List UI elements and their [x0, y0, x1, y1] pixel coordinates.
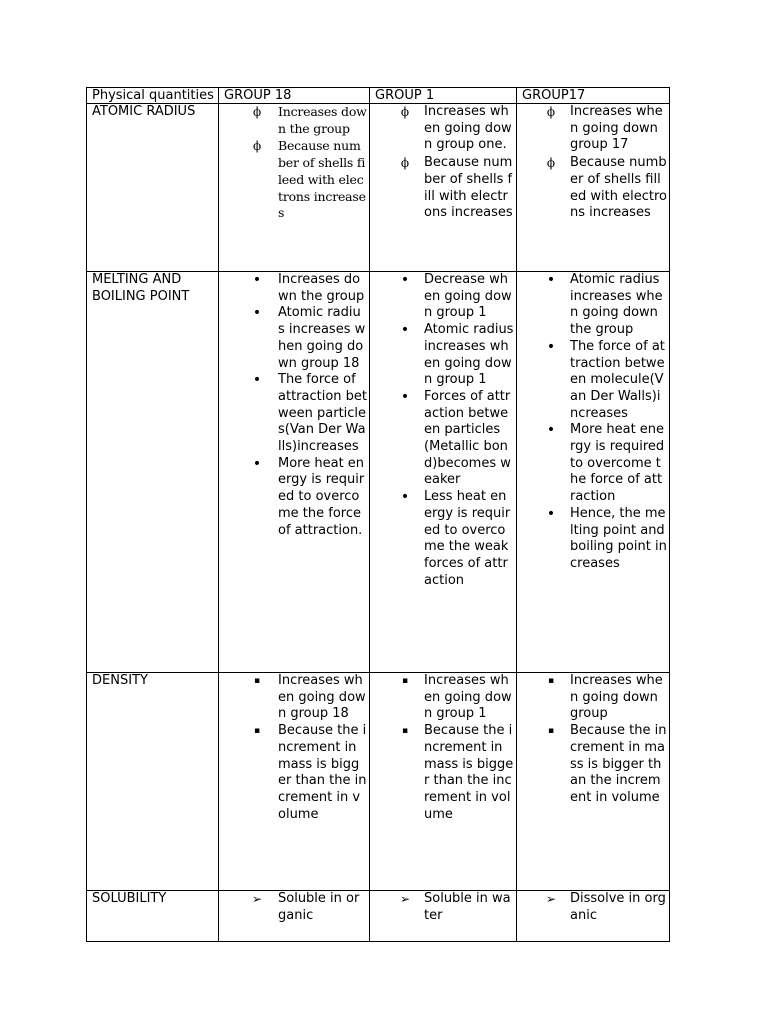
list-item: • More heat energy is required to overcome the force of attraction	[522, 422, 667, 506]
row-label: DENSITY	[87, 673, 219, 891]
bullet-list	[375, 272, 514, 589]
phi-bullet-icon: ϕ	[400, 105, 410, 119]
list-item: ▪ Because the increment in mass is bigger than the increment in volume	[375, 723, 514, 823]
phi-bullet-icon: ϕ	[253, 105, 261, 119]
cell-group-18	[219, 272, 370, 673]
list-item: ▪ Increases when going down group 1	[375, 673, 514, 723]
cell-group-1	[370, 104, 517, 272]
square-bullet-icon: ▪	[253, 726, 261, 737]
dot-bullet-icon: •	[546, 505, 556, 522]
bullet-list	[375, 891, 514, 924]
dot-bullet-icon: •	[252, 272, 262, 288]
list-item: ➢ Dissolve in organic	[522, 891, 667, 924]
cell-group-1	[370, 673, 517, 891]
row-label: MELTING AND BOILING POINT	[87, 272, 219, 673]
list-item: • Hence, the melting point and boiling point increases	[522, 506, 667, 573]
bullet-list	[522, 272, 667, 573]
list-item: • Less heat energy is required to overcome the weak forces of attraction	[375, 489, 514, 589]
list-item: • More heat energy is required to overcome the force of attraction.	[224, 456, 367, 540]
arrow-bullet-icon: ➢	[545, 892, 557, 906]
cell-group-18	[219, 673, 370, 891]
phi-bullet-icon: ϕ	[546, 105, 556, 119]
list-item: • Decrease when going down group 1	[375, 272, 514, 322]
list-item: ϕ Because number of shells fileed with electrons increases	[224, 138, 367, 222]
list-item: • Forces of attraction between particles (Metallic bond)becomes weaker	[375, 389, 514, 489]
dot-bullet-icon: •	[400, 388, 410, 405]
header-group-17: GROUP17	[517, 88, 670, 104]
list-item: ϕ Because number of shells filled with electrons increases	[522, 155, 667, 222]
row-label: ATOMIC RADIUS	[87, 104, 219, 272]
phi-bullet-icon: ϕ	[400, 156, 410, 171]
bullet-list	[522, 673, 667, 807]
list-item: ϕ Because number of shells fill with electrons increases	[375, 155, 514, 222]
phi-bullet-icon: ϕ	[253, 139, 261, 154]
dot-bullet-icon: •	[546, 422, 556, 439]
dot-bullet-icon: •	[252, 372, 262, 389]
row-melting-boiling-point	[87, 272, 670, 673]
cell-group-17	[517, 272, 670, 673]
bullet-list	[522, 891, 667, 924]
cell-group-1	[370, 891, 517, 942]
square-bullet-icon: ▪	[401, 726, 409, 737]
cell-group-18	[219, 891, 370, 942]
list-item: • Atomic radius increases when going down the group	[522, 272, 667, 339]
list-item: ➢ Soluble in organic	[224, 891, 367, 924]
row-atomic-radius	[87, 104, 670, 272]
dot-bullet-icon: •	[400, 489, 410, 506]
comparison-table	[86, 87, 670, 942]
list-item: ▪ Increases when going down group 18	[224, 673, 367, 723]
square-bullet-icon: ▪	[547, 676, 555, 686]
list-item: • Atomic radius increases when going down group 1	[375, 322, 514, 389]
header-row	[87, 88, 670, 104]
bullet-list	[224, 673, 367, 823]
row-label: SOLUBILITY	[87, 891, 219, 942]
dot-bullet-icon: •	[546, 338, 556, 355]
header-group-18: GROUP 18	[219, 88, 370, 104]
arrow-bullet-icon: ➢	[251, 892, 263, 906]
bullet-list	[522, 104, 667, 222]
row-density	[87, 673, 670, 891]
bullet-list	[224, 104, 367, 222]
dot-bullet-icon: •	[252, 305, 262, 322]
list-item: ▪ Increases when going down group	[522, 673, 667, 723]
list-item: • Atomic radius increases when going down group 18	[224, 305, 367, 372]
list-item: ϕ Increases when going down group 17	[522, 104, 667, 154]
list-item: • Increases down the group	[224, 272, 367, 305]
list-item: ▪ Because the increment in mass is bigger than the increment in volume	[224, 723, 367, 823]
bullet-list	[375, 673, 514, 823]
phi-bullet-icon: ϕ	[546, 156, 556, 171]
list-item: ϕ Increases down the group	[224, 104, 367, 137]
arrow-bullet-icon: ➢	[399, 892, 411, 906]
dot-bullet-icon: •	[400, 322, 410, 339]
bullet-list	[375, 104, 514, 222]
cell-group-1	[370, 272, 517, 673]
cell-group-18	[219, 104, 370, 272]
square-bullet-icon: ▪	[547, 726, 555, 737]
list-item: ➢ Soluble in water	[375, 891, 514, 924]
dot-bullet-icon: •	[400, 272, 410, 288]
list-item: ▪ Because the increment in mass is bigger than the increment in volume	[522, 723, 667, 807]
cell-group-17	[517, 891, 670, 942]
dot-bullet-icon: •	[252, 455, 262, 472]
square-bullet-icon: ▪	[253, 676, 261, 686]
cell-group-17	[517, 104, 670, 272]
list-item: • The force of attraction between particles(Van Der Walls)increases	[224, 372, 367, 456]
header-physical-quantities: Physical quantities	[87, 88, 219, 104]
row-solubility	[87, 891, 670, 942]
bullet-list	[224, 891, 367, 924]
bullet-list	[224, 272, 367, 539]
header-group-1: GROUP 1	[370, 88, 517, 104]
cell-group-17	[517, 673, 670, 891]
list-item: ϕ Increases when going down group one.	[375, 104, 514, 154]
dot-bullet-icon: •	[546, 272, 556, 288]
list-item: • The force of attraction between molecule(Van Der Walls)increases	[522, 339, 667, 423]
square-bullet-icon: ▪	[401, 676, 409, 686]
